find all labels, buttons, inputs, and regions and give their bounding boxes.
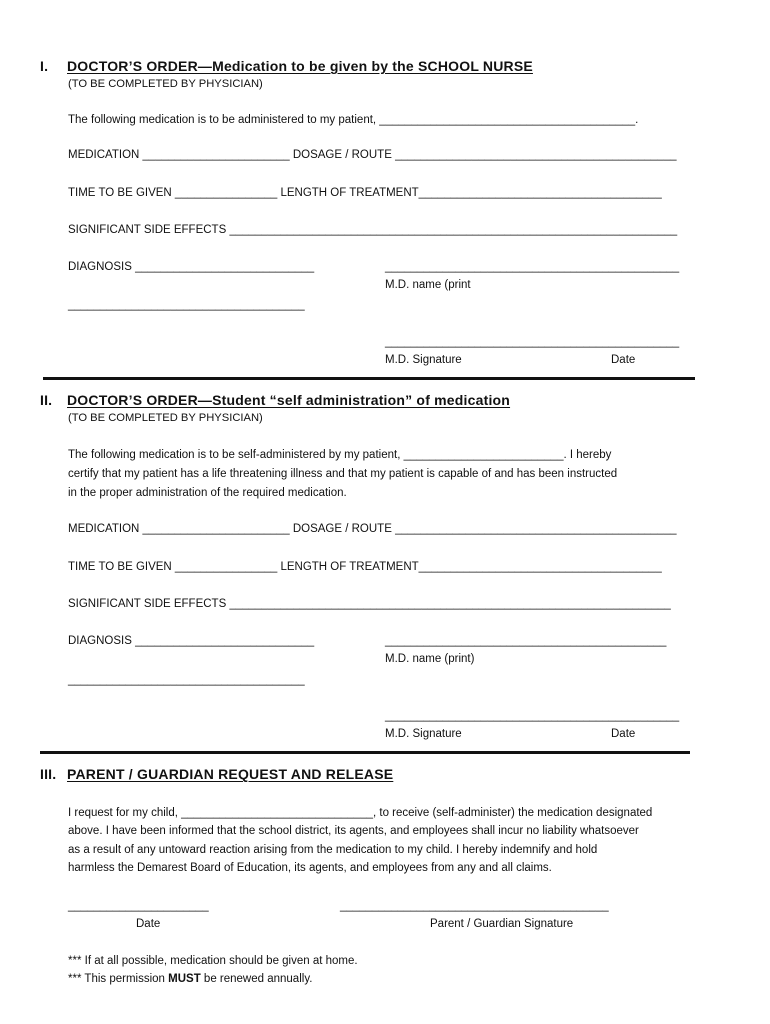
- section3-date-blank: ______________________: [68, 900, 209, 912]
- section2-extra-blank: _____________________________________: [68, 674, 305, 686]
- section1-md-signature-blank: ______________________________________________: [385, 336, 680, 348]
- section-divider: [43, 377, 695, 380]
- section2-time-line: TIME TO BE GIVEN ________________ LENGTH OF TREATMENT______________________________________: [68, 561, 662, 573]
- note-home-medication: *** If at all possible, medication should be given at home.: [68, 955, 358, 967]
- section1-date-label: Date: [611, 354, 636, 366]
- section1-number: I.: [40, 58, 49, 74]
- section3-signature-label: Parent / Guardian Signature: [430, 918, 574, 930]
- section2-md-signature-label: M.D. Signature: [385, 728, 462, 740]
- section1-side-effects-line: SIGNIFICANT SIDE EFFECTS ______________________________________________________________________: [68, 224, 678, 236]
- section2-medication-line: MEDICATION _______________________ DOSAGE / ROUTE ____________________________________________: [68, 523, 677, 535]
- section3-para-line4: harmless the Demarest Board of Education, its agents, and employees from any and all claims.: [68, 862, 552, 874]
- section1-intro: The following medication is to be administered to my patient, ________________________________________.: [68, 114, 639, 126]
- section1-md-name-label: M.D. name (print: [385, 279, 471, 291]
- section1-diagnosis-line: DIAGNOSIS ____________________________: [68, 261, 315, 273]
- section1-extra-blank: _____________________________________: [68, 299, 305, 311]
- section-divider: [40, 751, 690, 754]
- section2-intro-line2: certify that my patient has a life threatening illness and that my patient is capable of and has been instructed: [68, 468, 618, 480]
- section1-md-signature-label: M.D. Signature: [385, 354, 462, 366]
- section2-subtitle: (TO BE COMPLETED BY PHYSICIAN): [68, 412, 263, 424]
- section2-title: DOCTOR’S ORDER—Student “self administration” of medication: [67, 392, 511, 408]
- section1-time-line: TIME TO BE GIVEN ________________ LENGTH OF TREATMENT______________________________________: [68, 187, 662, 199]
- section2-number: II.: [40, 392, 53, 408]
- section2-md-signature-blank: ______________________________________________: [385, 710, 680, 722]
- section3-para-line3: as a result of any untoward reaction arising from the medication to my child. I hereby indemnify and hold: [68, 844, 598, 856]
- note-renew-annually: *** This permission MUST be renewed annually.: [68, 973, 313, 985]
- section3-para-line1: I request for my child, ______________________________, to receive (self-administer) the medication designated: [68, 807, 653, 819]
- section3-number: III.: [40, 766, 57, 782]
- section2-intro-line3: in the proper administration of the required medication.: [68, 487, 347, 499]
- section2-md-name-blank: ____________________________________________: [385, 635, 667, 647]
- section2-md-name-label: M.D. name (print): [385, 653, 475, 665]
- section3-para-line2: above. I have been informed that the school district, its agents, and employees shall incur no liability whatsoever: [68, 825, 639, 837]
- section2-intro-line1: The following medication is to be self-administered by my patient, _________________________. I hereby: [68, 449, 612, 461]
- section2-side-effects-line: SIGNIFICANT SIDE EFFECTS _____________________________________________________________________: [68, 598, 671, 610]
- section3-date-label: Date: [136, 918, 161, 930]
- section1-title: DOCTOR’S ORDER—Medication to be given by the SCHOOL NURSE: [67, 58, 533, 74]
- section3-title: PARENT / GUARDIAN REQUEST AND RELEASE: [67, 766, 394, 782]
- section3-signature-blank: __________________________________________: [340, 900, 609, 912]
- section1-md-name-blank: ______________________________________________: [385, 261, 680, 273]
- section1-subtitle: (TO BE COMPLETED BY PHYSICIAN): [68, 78, 263, 90]
- section1-medication-line: MEDICATION _______________________ DOSAGE / ROUTE ____________________________________________: [68, 149, 677, 161]
- section2-diagnosis-line: DIAGNOSIS ____________________________: [68, 635, 315, 647]
- section2-date-label: Date: [611, 728, 636, 740]
